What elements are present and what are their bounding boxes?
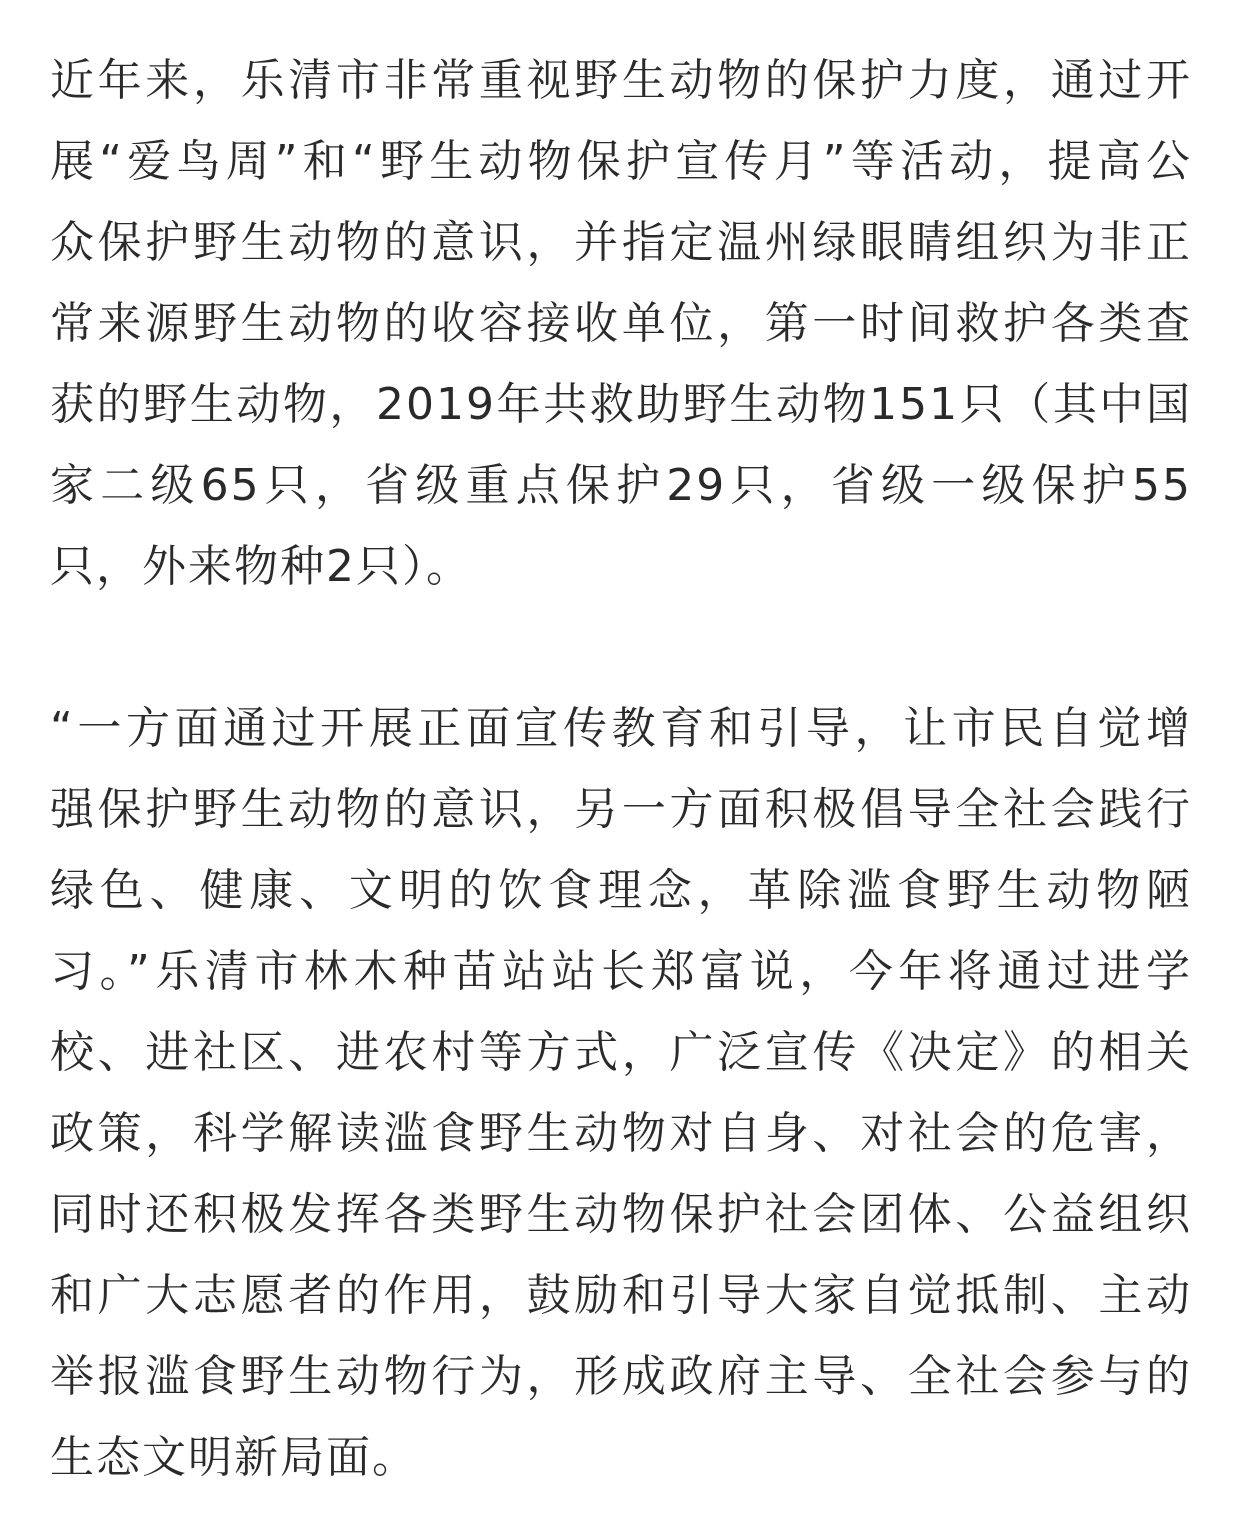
text-line: 习。”乐清市林木种苗站站长郑富说，今年将通过进学 [50,946,1192,997]
text-line: 政策，科学解读滥食野生动物对自身、对社会的危害， [50,1108,1192,1159]
text-line: 校、进社区、进农村等方式，广泛宣传《决定》的相关 [50,1027,1192,1078]
text-line: 只，外来物种2只）。 [50,541,472,592]
text-line: 绿色、健康、文明的饮食理念，革除滥食野生动物陋 [50,865,1192,916]
text-line: 强保护野生动物的意识，另一方面积极倡导全社会践行 [50,784,1192,835]
text-line: 和广大志愿者的作用，鼓励和引导大家自觉抵制、主动 [50,1270,1192,1321]
text-line: “一方面通过开展正面宣传教育和引导，让市民自觉增 [50,703,1192,754]
text-line: 众保护野生动物的意识，并指定温州绿眼睛组织为非正 [50,217,1192,268]
article-body [50,40,1192,1498]
text-line: 举报滥食野生动物行为，形成政府主导、全社会参与的 [50,1351,1192,1402]
text-line: 常来源野生动物的收容接收单位，第一时间救护各类查 [50,298,1192,349]
paragraph-2 [50,688,1192,1498]
paragraph-1 [50,40,1192,607]
text-line: 生态文明新局面。 [50,1432,418,1483]
text-line: 家二级65只，省级重点保护29只，省级一级保护55 [50,460,1192,511]
text-line: 获的野生动物，2019年共救助野生动物151只（其中国 [50,379,1192,430]
text-line: 展“爱鸟周”和“野生动物保护宣传月”等活动，提高公 [50,136,1192,187]
text-line: 同时还积极发挥各类野生动物保护社会团体、公益组织 [50,1189,1192,1240]
text-line: 近年来，乐清市非常重视野生动物的保护力度，通过开 [50,55,1192,106]
